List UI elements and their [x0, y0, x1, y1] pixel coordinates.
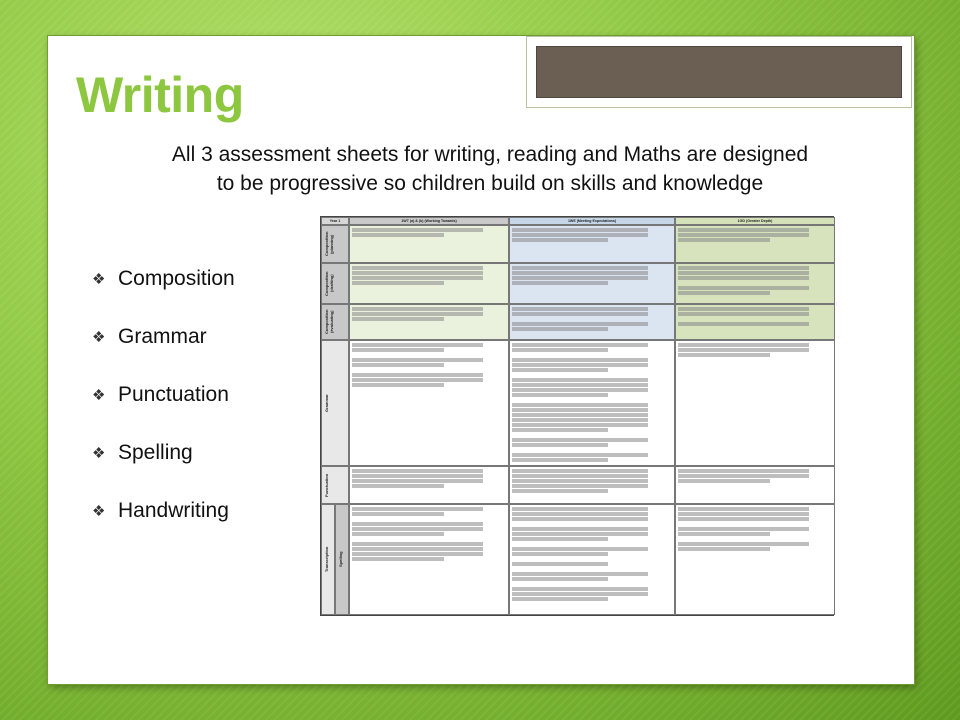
table-cell: [675, 340, 835, 466]
diamond-bullet-icon: ❖: [92, 329, 106, 346]
bullet-item: [92, 424, 235, 482]
slide-title: Writing: [76, 67, 244, 123]
table-cell: [509, 340, 675, 466]
bullet-label: Spelling: [118, 441, 193, 464]
table-cell: [509, 304, 675, 340]
table-row-label: Composition (evaluating): [321, 304, 349, 340]
bullet-item: [92, 366, 235, 424]
subtitle: [80, 140, 900, 198]
table-row-label: Punctuation: [321, 466, 349, 504]
table-cell: [509, 504, 675, 615]
bullet-item: [92, 308, 235, 366]
picture-frame-fill: [536, 46, 902, 98]
bullet-item: [92, 250, 235, 308]
table-cell: [349, 504, 509, 615]
table-cell: [349, 340, 509, 466]
slide: [48, 36, 914, 684]
table-cell: [509, 225, 675, 263]
diamond-bullet-icon: ❖: [92, 387, 106, 404]
table-cell: [509, 466, 675, 504]
table-cell: [349, 304, 509, 340]
diamond-bullet-icon: ❖: [92, 445, 106, 462]
table-row-label: Transcription: [321, 504, 335, 615]
table-cell: [675, 304, 835, 340]
table-column-header: 1WE (Meeting Expectations): [509, 217, 675, 225]
table-cell: [675, 504, 835, 615]
table-row-label: Composition (planning): [321, 225, 349, 263]
table-column-header: 1GD (Greater Depth): [675, 217, 835, 225]
diamond-bullet-icon: ❖: [92, 503, 106, 520]
table-row-label: Spelling: [335, 504, 349, 615]
bullet-label: Handwriting: [118, 499, 229, 522]
subtitle-line-1: All 3 assessment sheets for writing, reading and Maths are designed: [171, 143, 809, 166]
bullet-list: [92, 250, 235, 540]
bullet-label: Composition: [118, 267, 235, 290]
table-cell: [675, 466, 835, 504]
subtitle-line-2: to be progressive so children build on skills and knowledge: [216, 172, 764, 195]
table-cell: [675, 263, 835, 304]
bullet-item: [92, 482, 235, 540]
table-cell: [509, 263, 675, 304]
table-cell: [675, 225, 835, 263]
table-cell: [349, 225, 509, 263]
table-cell: [349, 263, 509, 304]
bullet-label: Grammar: [118, 325, 207, 348]
picture-frame: [526, 36, 912, 108]
assessment-table-image: [320, 216, 834, 616]
table-row-label: Composition (drafting): [321, 263, 349, 304]
table-cell: [349, 466, 509, 504]
table-row-label: Grammar: [321, 340, 349, 466]
table-year-header: Year 1: [321, 217, 349, 225]
table-column-header: 1WT (a) & (b) (Working Towards): [349, 217, 509, 225]
diamond-bullet-icon: ❖: [92, 271, 106, 288]
bullet-label: Punctuation: [118, 383, 229, 406]
